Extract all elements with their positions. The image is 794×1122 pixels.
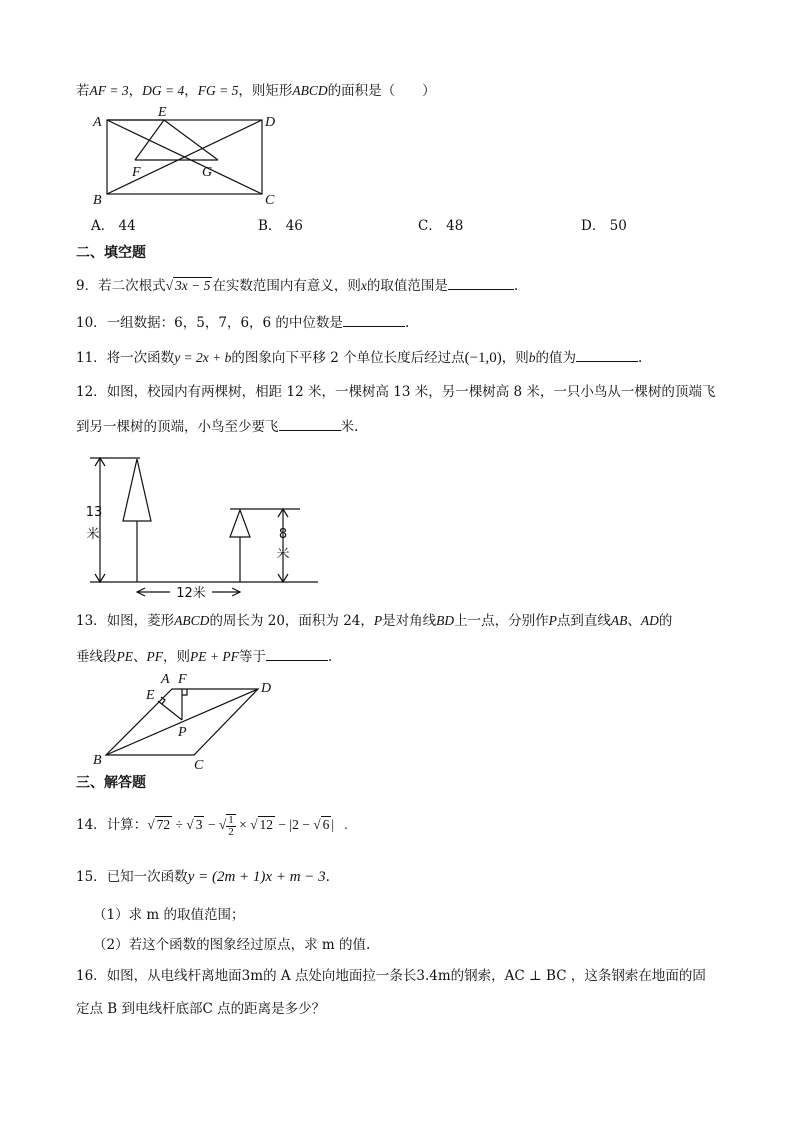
q8-option-b[interactable]: B． 46 (258, 218, 303, 234)
answer-blank[interactable] (448, 275, 514, 290)
q12-line2: 到另一棵树的顶端，小鸟至少要飞 米. (76, 416, 358, 436)
label-a: A (93, 115, 102, 130)
section-solution-title: 三、解答题 (76, 775, 146, 791)
cond-af: AF = 3 (89, 83, 129, 98)
rectangle-figure (90, 106, 290, 210)
answer-blank[interactable] (576, 347, 638, 362)
label-b: B (93, 753, 102, 768)
trees-figure (80, 450, 330, 600)
answer-blank[interactable] (343, 312, 405, 327)
answer-blank[interactable] (266, 646, 328, 661)
short-unit-label: 米 (276, 547, 290, 562)
label-d: D (265, 115, 276, 130)
label-c: C (194, 758, 204, 772)
tall-unit-label: 米 (86, 527, 100, 542)
cond-dg: DG = 4 (142, 83, 185, 98)
section-fill-in-title: 二、填空题 (76, 245, 146, 261)
label-g: G (202, 165, 213, 180)
rhombus-figure (88, 668, 298, 772)
radical-expression: √ 3x − 5 (165, 278, 211, 293)
short-height-label: 8 (278, 527, 288, 542)
q16-line1: 16．如图，从电线杆离地面3m的 A 点处向地面拉一条长3.4m的钢索，AC ⊥ BC ，这条钢索在地面的固 (76, 968, 706, 984)
label-c: C (265, 193, 275, 208)
tall-height-label: 13 (85, 505, 103, 520)
q12-line1: 12．如图，校园内有两棵树，相距 12 米，一棵树高 13 米，另一棵树高 8 米，一只小鸟从一棵树的顶端飞 (76, 384, 716, 400)
q13-line1: 13．如图，菱形ABCD的周长为 20，面积为 24，P是对角线BD上一点，分别作P点到直线AB、AD的 (76, 613, 673, 629)
distance-label: 12米 (176, 586, 206, 600)
q15-sub2: （2）若这个函数的图象经过原点，求 m 的值. (93, 937, 371, 953)
q9: 9．若二次根式√ 3x − 5 在实数范围内有意义，则x的取值范围是 . (76, 275, 518, 295)
label-f: F (178, 672, 187, 687)
q8-option-a[interactable]: A． 44 (91, 218, 136, 234)
q15-sub1: （1）求 m 的取值范围； (93, 907, 245, 923)
q13-line2: 垂线段PE、PF，则PE + PF等于 . (76, 646, 332, 666)
q15: 15．已知一次函数y = (2m + 1)x + m − 3. (76, 869, 330, 885)
label-b: B (93, 193, 102, 208)
label-d: D (261, 681, 272, 696)
label-f: F (132, 165, 141, 180)
q14: 14．计算：√ 72 ÷ √ 3 − √ $\frac{1}{2}$ × √ 12 − |2 − √ 6 | . (76, 813, 348, 838)
label-e: E (158, 106, 167, 120)
q8-stem: 若AF = 3，DG = 4，FG = 5，则矩形ABCD的面积是（ ） (76, 83, 436, 99)
fraction-half: $\frac{1}{2}$ (228, 813, 234, 838)
answer-blank[interactable] (279, 416, 341, 431)
q10: 10．一组数据：6，5，7，6，6 的中位数是 . (76, 312, 409, 332)
cond-fg: FG = 5 (197, 83, 239, 98)
q8-option-d[interactable]: D． 50 (581, 218, 627, 234)
q8-option-c[interactable]: C． 48 (418, 218, 464, 234)
q11: 11．将一次函数y = 2x + b的图象向下平移 2 个单位长度后经过点(−1,0)，则b的值为 . (76, 347, 642, 367)
label-p: P (178, 725, 187, 740)
q16-line2: 定点 B 到电线杆底部C 点的距离是多少？ (76, 1001, 326, 1017)
label-e: E (146, 688, 155, 703)
label-a: A (161, 672, 170, 687)
